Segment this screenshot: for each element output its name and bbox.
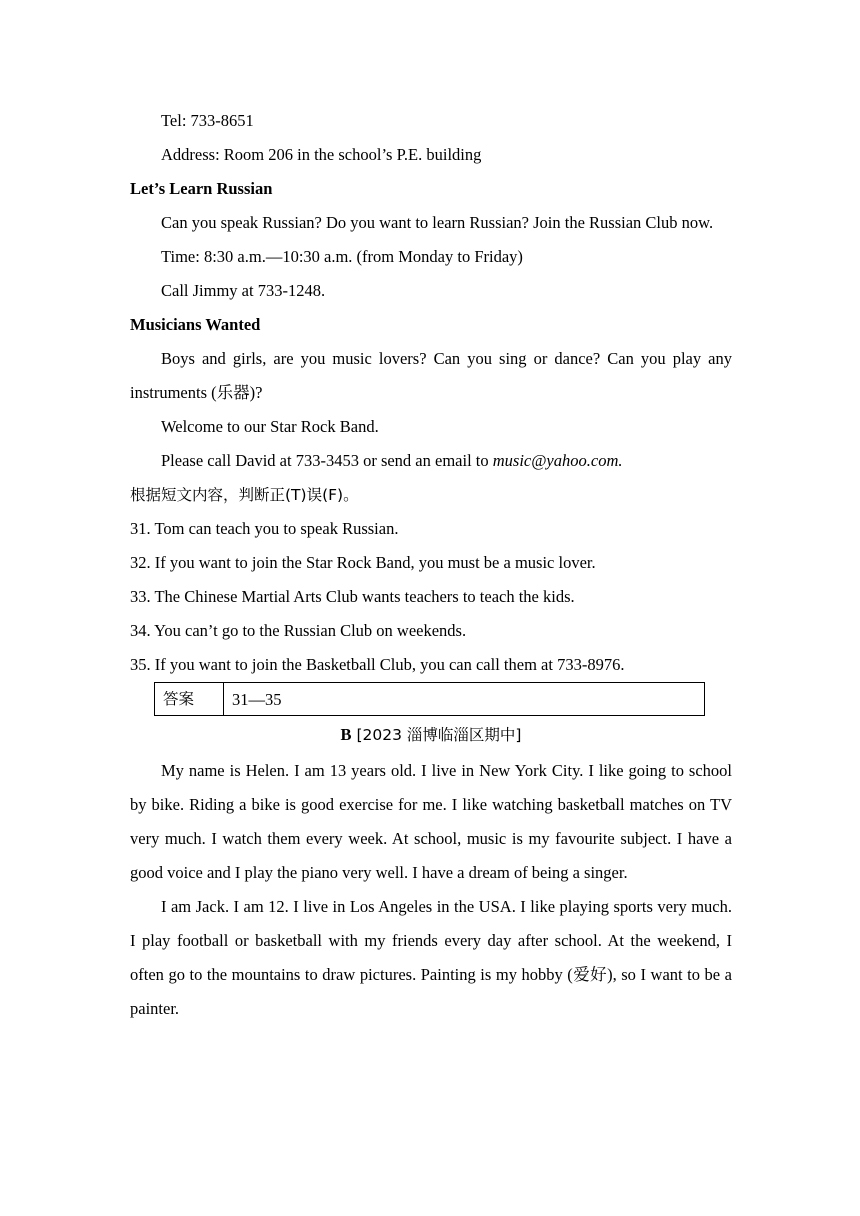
section-b-title — [130, 716, 732, 754]
question-31: 31. Tom can teach you to speak Russian. — [130, 519, 399, 538]
answer-table — [154, 682, 705, 716]
answer-label: 答案 — [155, 683, 224, 715]
musicians-contact — [130, 444, 732, 478]
passage-jack: I am Jack. I am 12. I live in Los Angeles in the USA. I like playing sports very much. I play football or basketball with my friends every day after school. At the weekend, I often go to the mountains to draw pictures. Painting is my hobby (爱好), so I want to be a painter. — [130, 897, 732, 1018]
basketball-tel: Tel: 733-8651 — [161, 111, 254, 130]
basketball-address: Address: Room 206 in the school’s P.E. building — [161, 145, 482, 164]
answer-range: 31—35 — [232, 690, 282, 709]
russian-club-call: Call Jimmy at 733-1248. — [161, 281, 326, 300]
russian-club-heading: Let’s Learn Russian — [130, 179, 273, 198]
exercise-instruction: 根据短文内容，判断正(T)误(F)。 — [130, 486, 359, 504]
musicians-heading: Musicians Wanted — [130, 315, 261, 334]
musicians-contact-text: Please call David at 733-3453 or send an email to — [161, 451, 493, 470]
question-35: 35. If you want to join the Basketball Club, you can call them at 733-8976. — [130, 655, 625, 674]
section-b-letter: B — [340, 725, 352, 744]
document-page — [130, 104, 732, 1026]
russian-club-time: Time: 8:30 a.m.—10:30 a.m. (from Monday to Friday) — [161, 247, 523, 266]
question-33: 33. The Chinese Martial Arts Club wants teachers to teach the kids. — [130, 587, 575, 606]
musicians-welcome: Welcome to our Star Rock Band. — [161, 417, 379, 436]
musicians-email: music@yahoo.com. — [492, 451, 623, 470]
musicians-intro: Boys and girls, are you music lovers? Can you sing or dance? Can you play any instruments (乐器)? — [130, 349, 732, 402]
question-32: 32. If you want to join the Star Rock Band, you must be a music lover. — [130, 553, 596, 572]
passage-helen: My name is Helen. I am 13 years old. I live in New York City. I like going to school by bike. Riding a bike is good exercise for me. I like watching basketball matches on TV very much. I watch them every week. At school, music is my favourite subject. I have a good voice and I play the piano very well. I have a dream of being a singer. — [130, 761, 732, 882]
question-34: 34. You can’t go to the Russian Club on weekends. — [130, 621, 467, 640]
russian-club-intro: Can you speak Russian? Do you want to learn Russian? Join the Russian Club now. — [161, 213, 714, 232]
section-b-source: [2023 淄博临淄区期中] — [351, 726, 522, 744]
